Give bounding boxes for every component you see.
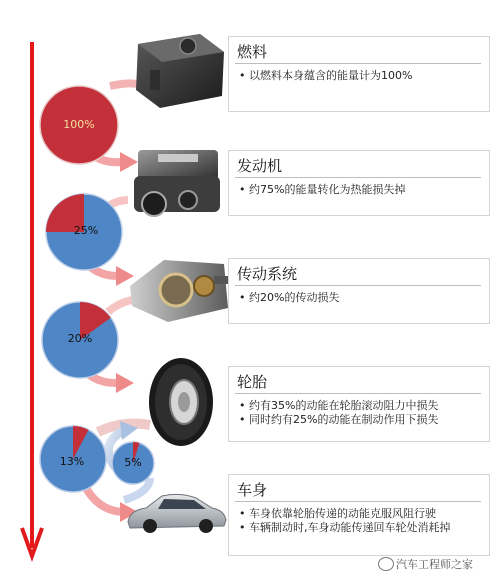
panel-fuel-bullets	[239, 69, 483, 83]
bullet-item: • 车身依靠轮胎传递的动能克服风阻行驶	[239, 507, 483, 521]
bullet-item: • 约有35%的动能在轮胎滚动阻力中损失	[239, 399, 483, 413]
panel-tire	[228, 366, 490, 442]
bullet-item: • 约75%的能量转化为热能损失掉	[239, 183, 483, 197]
panel-fuel-divider	[235, 63, 481, 64]
watermark-logo-icon	[378, 557, 394, 571]
panel-transmission	[228, 258, 490, 324]
pie-engine-label: 25%	[73, 224, 99, 237]
transmission-image	[124, 246, 234, 330]
bullet-item: • 约20%的传动损失	[239, 291, 483, 305]
panel-fuel	[228, 36, 490, 112]
bullet-item: • 车辆制动时,车身动能传递回车轮处消耗掉	[239, 521, 483, 535]
panel-car-body	[228, 474, 490, 556]
panel-tire-title: 轮胎	[237, 373, 268, 391]
panel-fuel-title: 燃料	[237, 43, 268, 61]
panel-engine-divider	[235, 177, 481, 178]
panel-car-body-divider	[235, 501, 481, 502]
car-image	[124, 490, 228, 534]
panel-transmission-bullets	[239, 291, 483, 305]
panel-transmission-title: 传动系统	[237, 265, 298, 283]
panel-engine	[228, 150, 490, 216]
bullet-item: • 同时约有25%的动能在制动作用下损失	[239, 413, 483, 427]
bullet-item: • 以燃料本身蕴含的能量计为100%	[239, 69, 483, 83]
panel-car-body-title: 车身	[237, 481, 268, 499]
panel-engine-title: 发动机	[237, 157, 283, 175]
panel-car-body-bullets	[239, 507, 483, 535]
engine-image	[128, 140, 226, 224]
pie-tire-label: 13%	[59, 455, 85, 468]
panel-transmission-divider	[235, 285, 481, 286]
pie-fuel-label: 100%	[63, 118, 95, 131]
panel-tire-divider	[235, 393, 481, 394]
fuel-tank-image	[130, 30, 228, 110]
watermark-text: 汽车工程师之家	[396, 558, 473, 571]
tire-image	[146, 356, 216, 448]
panel-tire-bullets	[239, 399, 483, 427]
pie-transmission-label: 20%	[67, 332, 93, 345]
panel-engine-bullets	[239, 183, 483, 197]
pie-recovered-label: 5%	[124, 456, 142, 469]
